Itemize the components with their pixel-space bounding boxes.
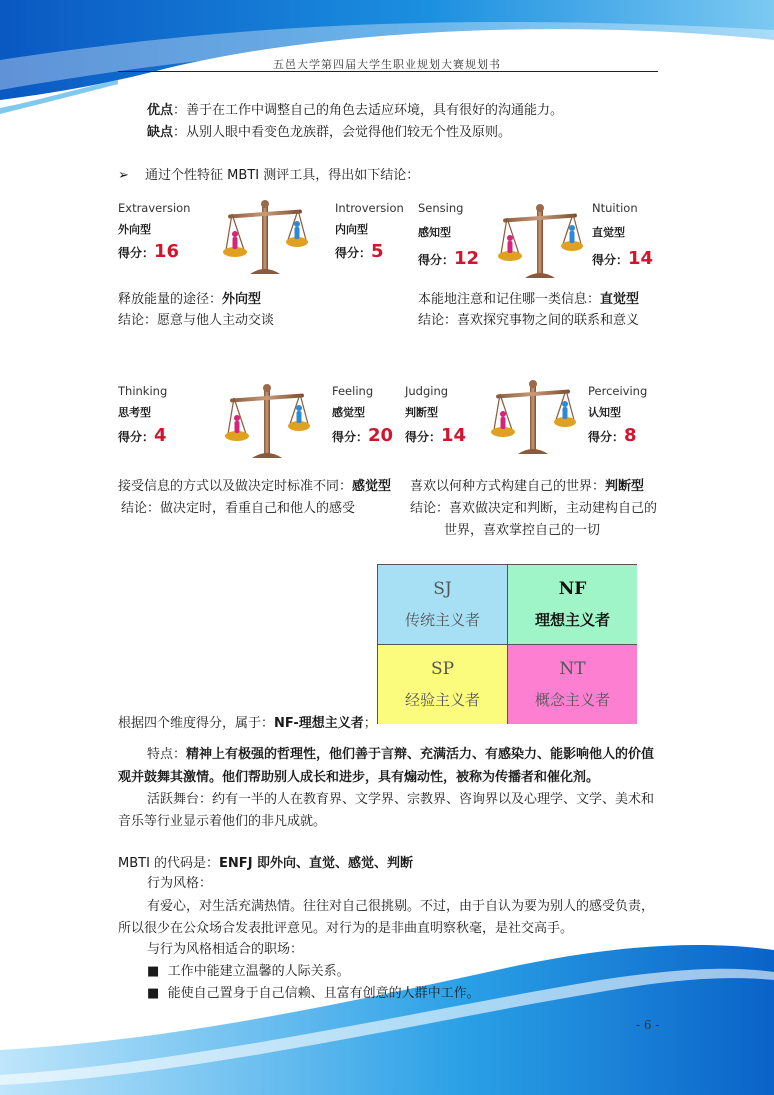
- jp-line1-value: 判断型: [605, 479, 645, 494]
- quadrant-code: SJ: [433, 579, 452, 599]
- code-prefix: MBTI 的代码是：: [118, 856, 220, 871]
- sn-conclusion-2: 结论：喜欢探究事物之间的联系和意义: [418, 313, 640, 328]
- behavior-title: 行为风格：: [147, 876, 213, 891]
- behavior-line-2: 所以很少在公众场合发表批评意见。对行为的是非曲直明察秋毫，是社交高手。: [118, 921, 574, 936]
- strength-label: 优点: [147, 103, 174, 118]
- sn-line1-value: 直觉型: [600, 292, 640, 307]
- score-label: 得分：: [588, 430, 625, 444]
- strength-text: ：善于在工作中调整自己的角色去适应环境，具有很好的沟通能力。: [173, 103, 564, 118]
- result-value: NF-理想主义者: [274, 716, 364, 731]
- square-bullet-icon: ■: [147, 964, 160, 979]
- quadrant-sj: [378, 565, 508, 645]
- mbti-intro: [118, 164, 419, 183]
- result-prefix: 根据四个维度得分，属于：: [118, 716, 275, 731]
- score-value: 16: [154, 241, 180, 262]
- score-value: 20: [368, 425, 394, 446]
- workplace-item-text: 工作中能建立温馨的人际关系。: [167, 964, 350, 979]
- perceiving-type: 认知型: [588, 406, 621, 419]
- jp-conclusion-2: 结论：喜欢做决定和判断，主动建构自己的: [410, 501, 658, 516]
- quadrant-nt: [508, 645, 637, 724]
- intuition-label: Ntuition: [592, 201, 638, 215]
- behavior-line-1: 有爱心，对生活充满热情。往往对自己很挑剔。不过，由于自认为要为别人的感受负责，: [147, 899, 655, 914]
- weakness-line: [147, 121, 511, 140]
- arrow-bullet-icon: ➢: [118, 168, 129, 183]
- feeling-score: [332, 425, 393, 446]
- score-value: 8: [624, 425, 637, 446]
- sensing-label: Sensing: [418, 201, 464, 215]
- workplace-item-text: 能使自己置身于自己信赖、且富有创意的人群中工作。: [167, 986, 480, 1001]
- header-divider: [118, 71, 658, 72]
- score-value: 14: [441, 425, 467, 446]
- score-label: 得分：: [418, 253, 455, 267]
- quadrant-code: SP: [430, 659, 455, 679]
- document-header-title: 五邑大学第四届大学生职业规划大赛规划书: [273, 58, 501, 71]
- intuition-score: [592, 248, 653, 269]
- ei-conclusion-1: [118, 288, 261, 307]
- workplace-item-2: [147, 982, 480, 1001]
- traits-line-1: [147, 743, 654, 762]
- tf-line1-value: 感觉型: [352, 479, 392, 494]
- stage-line-2: 音乐等行业显示着他们的非凡成就。: [118, 814, 327, 829]
- ei-line1-prefix: 释放能量的途径：: [118, 292, 223, 307]
- traits-text-1: 精神上有极强的哲理性，他们善于言辩、充满活力、有感染力、能影响他人的价值: [186, 747, 655, 762]
- balance-scale-icon: [495, 202, 585, 284]
- page-number: - 6 -: [636, 1018, 660, 1032]
- extraversion-score: [118, 241, 179, 262]
- score-label: 得分：: [332, 430, 369, 444]
- sensing-type: 感知型: [418, 226, 451, 239]
- workplace-item-1: [147, 960, 350, 979]
- temperament-quadrant-grid: [377, 564, 637, 724]
- stage-line-1: 活跃舞台：约有一半的人在教育界、文学界、宗教界、咨询界以及心理学、文学、美术和: [147, 792, 655, 807]
- mbti-intro-text: 通过个性特征 MBTI 测评工具，得出如下结论：: [145, 168, 420, 183]
- tf-line1-prefix: 接受信息的方式以及做决定时标准不同：: [118, 479, 353, 494]
- quadrant-name: 理想主义者: [534, 611, 610, 629]
- weakness-label: 缺点: [147, 125, 174, 140]
- score-label: 得分：: [405, 430, 442, 444]
- workplace-title: 与行为风格相适合的职场：: [147, 942, 304, 957]
- balance-scale-icon: [220, 198, 310, 280]
- ei-line1-value: 外向型: [222, 292, 262, 307]
- quadrant-sp: [378, 645, 508, 724]
- mbti-code-line: [118, 852, 413, 871]
- quadrant-code: NF: [558, 579, 587, 599]
- score-label: 得分：: [592, 253, 629, 267]
- introversion-type: 内向型: [335, 223, 368, 236]
- quadrant-name: 经验主义者: [404, 691, 480, 709]
- quadrant-name: 传统主义者: [404, 611, 480, 629]
- judging-type: 判断型: [405, 406, 438, 419]
- extraversion-type: 外向型: [118, 223, 151, 236]
- balance-scale-icon: [222, 382, 312, 464]
- thinking-type: 思考型: [118, 406, 151, 419]
- thinking-score: [118, 425, 167, 446]
- jp-line1-prefix: 喜欢以何种方式构建自己的世界：: [410, 479, 606, 494]
- quadrant-code: NT: [559, 659, 586, 679]
- score-value: 14: [628, 248, 654, 269]
- perceiving-score: [588, 425, 637, 446]
- quadrant-nf: [508, 565, 637, 645]
- score-value: 4: [154, 425, 167, 446]
- tf-conclusion-1: [118, 475, 391, 494]
- judging-label: Judging: [405, 384, 449, 398]
- score-label: 得分：: [335, 246, 372, 260]
- sensing-score: [418, 248, 479, 269]
- feeling-type: 感觉型: [332, 406, 365, 419]
- balance-scale-icon: [488, 378, 578, 460]
- ei-conclusion-2: 结论：愿意与他人主动交谈: [118, 313, 275, 328]
- intuition-type: 直觉型: [592, 226, 625, 239]
- result-suffix: ；: [363, 716, 377, 731]
- judging-score: [405, 425, 466, 446]
- introversion-score: [335, 241, 384, 262]
- thinking-label: Thinking: [118, 384, 168, 398]
- strength-line: [147, 99, 563, 118]
- result-line: [118, 712, 377, 731]
- extraversion-label: Extraversion: [118, 201, 191, 215]
- traits-line-2: 观并鼓舞其激情。他们帮助别人成长和进步，具有煽动性，被称为传播者和催化剂。: [118, 770, 600, 785]
- jp-conclusion-1: [410, 475, 644, 494]
- weakness-text: ：从别人眼中看变色龙族群，会觉得他们较无个性及原则。: [173, 125, 512, 140]
- sn-line1-prefix: 本能地注意和记住哪一类信息：: [418, 292, 601, 307]
- score-label: 得分：: [118, 246, 155, 260]
- code-value: ENFJ 即外向、直觉、感觉、判断: [219, 856, 414, 871]
- jp-conclusion-3: 世界，喜欢掌控自己的一切: [444, 523, 601, 538]
- tf-conclusion-2: 结论：做决定时，看重自己和他人的感受: [121, 501, 356, 516]
- traits-label: 特点：: [147, 747, 187, 762]
- square-bullet-icon: ■: [147, 986, 160, 1001]
- perceiving-label: Perceiving: [588, 384, 648, 398]
- introversion-label: Introversion: [335, 201, 404, 215]
- quadrant-name: 概念主义者: [534, 691, 610, 709]
- score-value: 5: [371, 241, 384, 262]
- sn-conclusion-1: [418, 288, 639, 307]
- score-label: 得分：: [118, 430, 155, 444]
- feeling-label: Feeling: [332, 384, 374, 398]
- score-value: 12: [454, 248, 480, 269]
